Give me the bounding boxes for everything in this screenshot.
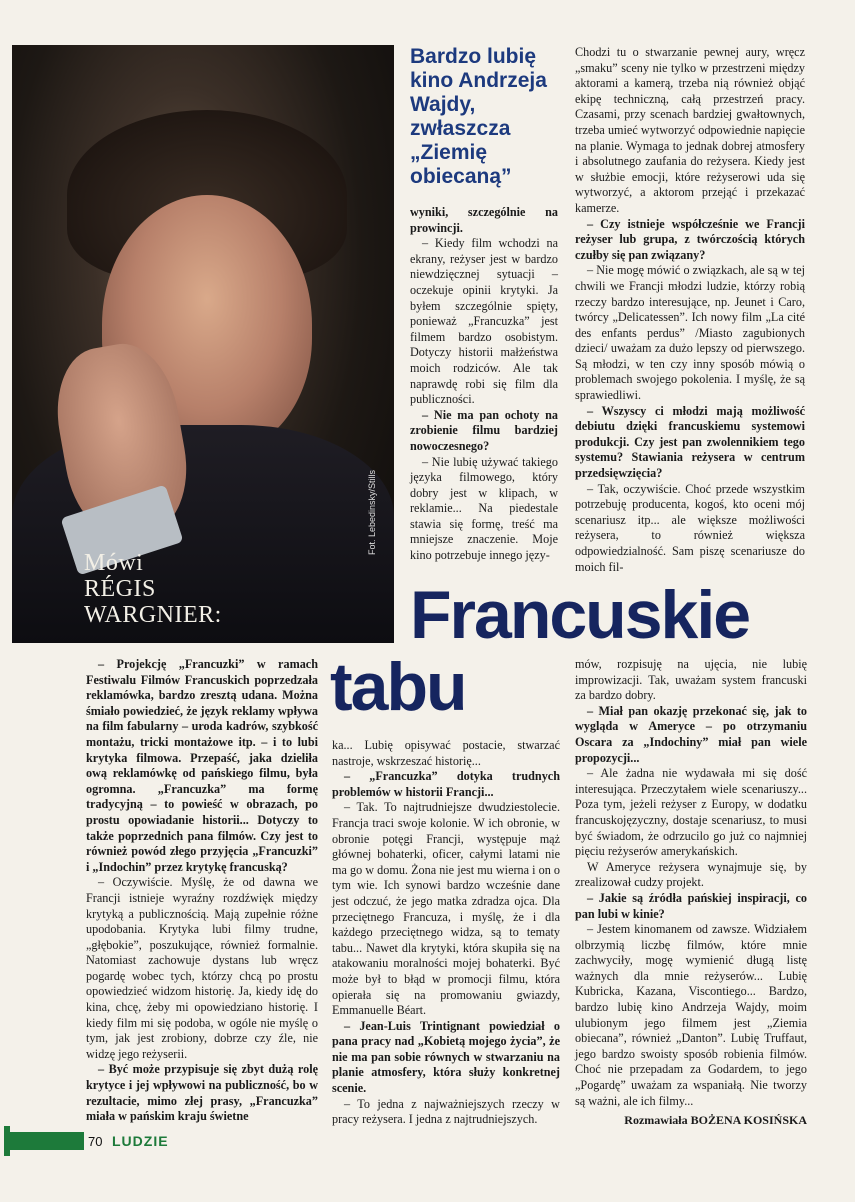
interview-question: – Projekcję „Francuzki” w ramach Festiwalu Filmów Francuskich poprzedzała reklamówka, bardzo zresztą udana. Można śmiało powiedzieć, że język reklamy wpływa na film fabularny – uroda kadrów, szybkość montażu, tricki montażowe itp. – i to lubi krytyka filmowa. Przepaść, jaka dzieliła ową reklamówkę od pańskiego filmu, była ogromna. „Francuzka” ma formę tradycyjną – to powieść w obrazach, po prostu opowiadanie historii... Dotyczy to także poprzednich pana filmów. Czy jest to również powód złego przyjęcia „Francuzki” i „Indochin” przez krytykę francuską? [86, 657, 318, 874]
interview-question: – Czy istnieje współcześnie we Francji reżyser lub grupa, z twórczością których czułby się pan związany? [575, 216, 805, 262]
interview-question: – Być może przypisuje się zbyt dużą rolę krytyce i jej wpływowi na publiczność, bo w rezultacie, mimo złej prasy, „Francuzka” miała w pańskim kraju świetne [86, 1062, 318, 1124]
interview-answer: – To jedna z najważniejszych rzeczy w pracy reżysera. I jedna z najtrudniejszych. [332, 1096, 560, 1127]
author-signature: Rozmawiała BOŻENA KOSIŃSKA [624, 1113, 807, 1128]
interview-question: – „Francuzka” dotyka trudnych problemów w historii Francji... [332, 769, 560, 799]
interview-answer: ka... Lubię opisywać postacie, stwarzać nastroje, wskrzeszać historię... [332, 738, 560, 768]
headline-line-2: tabu [330, 649, 466, 725]
interview-answer: – Nie mogę mówić o związkach, ale są w tej chwili we Francji młodzi ludzie, którzy robią rzeczy bardzo interesujące, np. Jeunet i Caro, twórcy „Delicatessen”. Ich nowy film „La cité des enfants perdus” /Miasto zagubionych dzieci/ uważam za dużo lepszy od pierwszego. Są młodzi, w ten czy inny sposób mówią o problemach swojego pokolenia. I myślę, że są sprawiedliwi. [575, 263, 805, 403]
photo-caption [84, 550, 222, 628]
interview-answer: – Tak. To najtrudniejsze dwudziestolecie. Francja traci swoje kolonie. W ich obronie, w obronie potęgi Francji, występuje mąż głównej bohaterki, oficer, całymi latami nie ma go w domu. Żona nie jest mu wierna i on o tym wie. Ich synowi bardzo wcześnie dane jest odczuć, że jego matka zdradza ojca. Dla przeciętnego Francuza, i myślę, że i dla każdego przeciętnego widza, są to tematy tabu... Nawet dla krytyki, która skupiła się na atakowaniu moralności mojej bohaterki. Być może był to błąd w promocji filmu, która opierała się na promowaniu gwiazdy, Emmanuelle Béart. [332, 800, 560, 1018]
caption-line: WARGNIER: [84, 602, 222, 628]
article-column-top-right [575, 45, 805, 575]
caption-line: Mówi [84, 550, 144, 576]
interview-answer: – Jestem kinomanem od zawsze. Widziałem olbrzymią liczbę filmów, które mnie zachwyciły, mogę wymienić długą listę ważnych dla mnie reżyserów... Lubię Kubricka, Kazana, Viscontiego... Bardzo, bardzo lubię kino Andrzeja Wajdy, moim ulubionym jego filmem jest „Ziemia obiecana”, również „Danton”. Lubię Truffaut, jego bardzo swoisty sposób robienia filmów. Choć nie przepadam za Godardem, to jego „Pogardę” uważam za wspaniałą. Nie tworzy są ważni, ale ich filmy... [575, 922, 807, 1108]
interview-answer: – Oczywiście. Myślę, że od dawna we Francji istnieje wyraźny rozdźwięk między krytyką a publicznością. Mają zupełnie różne upodobania. Krytyka lubi filmy trudne, „głębokie”, poszukujące, również formalnie. Natomiast zachowuje dystans lub wręcz pogardę wobec tych, którzy chcą po prostu opowiedzieć widzom historię. Ja, kiedy idę do kina, chcę, żeby mi opowiedziano historię. I kiedy film mi się podoba, w ogóle nie myślę o tym, jak jest zrobiony, dobrze czy źle, nie widzę jego reżyserii. [86, 875, 318, 1061]
interview-answer: Chodzi tu o stwarzanie pewnej aury, wręcz „smaku” sceny nie tylko w przestrzeni między aktorami a kamerą, trzeba nią również objąć ekipę techniczną, całą przestrzeń pracy. Czasami, przy scenach bardziej gwałtownych, trzeba umieć wytworzyć odpowiednie napięcie na planie. Wymaga to jednak dobrej atmosfery i absolutnego zaufania do reżysera. Kiedy jest w służbie emocji, które reżyserowi uda się wytworzyć, a aktorom przejąć i przekazać kamerze. [575, 45, 805, 215]
interview-question: – Jean-Luis Trintignant powiedział o pana pracy nad „Kobietą mojego życia”, że nie ma pan sobie równych w stwarzaniu na planie atmosfery, która służy konkretnej scenie. [332, 1018, 560, 1096]
article-column-top-middle [410, 205, 558, 564]
portrait-photo [12, 45, 394, 643]
interview-answer: mów, rozpisuję na ujęcia, nie lubię improwizacji. Tak, uważam system francuski za bardzo dobry. [575, 657, 807, 703]
page-number: 70 [88, 1134, 103, 1149]
interview-answer: W Ameryce reżysera wynajmuje się, by zrealizował cudzy projekt. [575, 859, 807, 890]
pull-quote-line: kino Andrzeja [410, 69, 547, 92]
footer-accent-bar [10, 1132, 84, 1150]
pull-quote-line: obiecaną” [410, 165, 512, 188]
article-column-bottom-left [86, 657, 318, 1125]
interview-question: – Wszyscy ci młodzi mają możliwość debiutu dzięki francuskiemu systemowi produkcji. Czy jest pan zwolennikiem tego systemu? Stawiania reżysera w centrum przedsięwzięcia? [575, 403, 805, 481]
pull-quote-line: Wajdy, [410, 93, 476, 116]
magazine-name: LUDZIE [112, 1133, 169, 1149]
pull-quote [410, 45, 560, 189]
interview-question: wyniki, szczególnie na prowincji. [410, 205, 558, 235]
interview-question: – Miał pan okazję przekonać się, jak to wygląda w Ameryce – po otrzymaniu Oscara za „Indochiny” miał pan wiele propozycji... [575, 703, 807, 765]
interview-answer: – Nie lubię używać takiego języka filmowego, który dobry jest w klipach, w reklamie... Na piedestale stawia się formę, treść ma mniejsze znaczenie. Moje kino potrzebuje innego języ- [410, 454, 558, 563]
interview-answer: – Tak, oczywiście. Choć przede wszystkim potrzebuję producenta, kogoś, kto oceni mój scenariusz itp... ale większe możliwości reżysera, to również większa odpowiedzialność. Sam piszę scenariusze do moich fil- [575, 481, 805, 574]
pull-quote-line: Bardzo lubię [410, 45, 537, 68]
photo-credit: Fot. Lebedinsky/Stills [367, 469, 377, 555]
pull-quote-line: zwłaszcza [410, 117, 511, 140]
article-column-bottom-right [575, 657, 807, 1129]
interview-answer: – Ale żadna nie wydawała mi się dość interesująca. Przeczytałem wiele scenariuszy... Poza tym, jeżeli reżyser z Europy, w dodatku francuskojęzyczny, dostaje scenariusz, to musi być świadom, że odrzucilo go już co najmniej pięciu reżyserów amerykańskich. [575, 766, 807, 859]
caption-line: RÉGIS [84, 576, 156, 602]
article-column-bottom-middle [332, 738, 560, 1128]
pull-quote-line: „Ziemię [410, 141, 488, 164]
interview-answer: – Kiedy film wchodzi na ekrany, reżyser jest w bardzo niewdzięcznej sytuacji – oczekuje opinii krytyki. Ja byłem szczególnie spięty, ponieważ „Francuzka” jest filmem bardzo osobistym. Dotyczy historii małżeństwa moich rodziców. Ale tak naprawdę robi się film dla publiczności. [410, 236, 558, 407]
interview-question: – Jakie są źródła pańskiej inspiracji, co pan lubi w kinie? [575, 890, 807, 921]
interview-question: – Nie ma pan ochoty na zrobienie filmu bardziej nowoczesnego? [410, 407, 558, 453]
headline-line-1: Francuskie [410, 577, 750, 653]
